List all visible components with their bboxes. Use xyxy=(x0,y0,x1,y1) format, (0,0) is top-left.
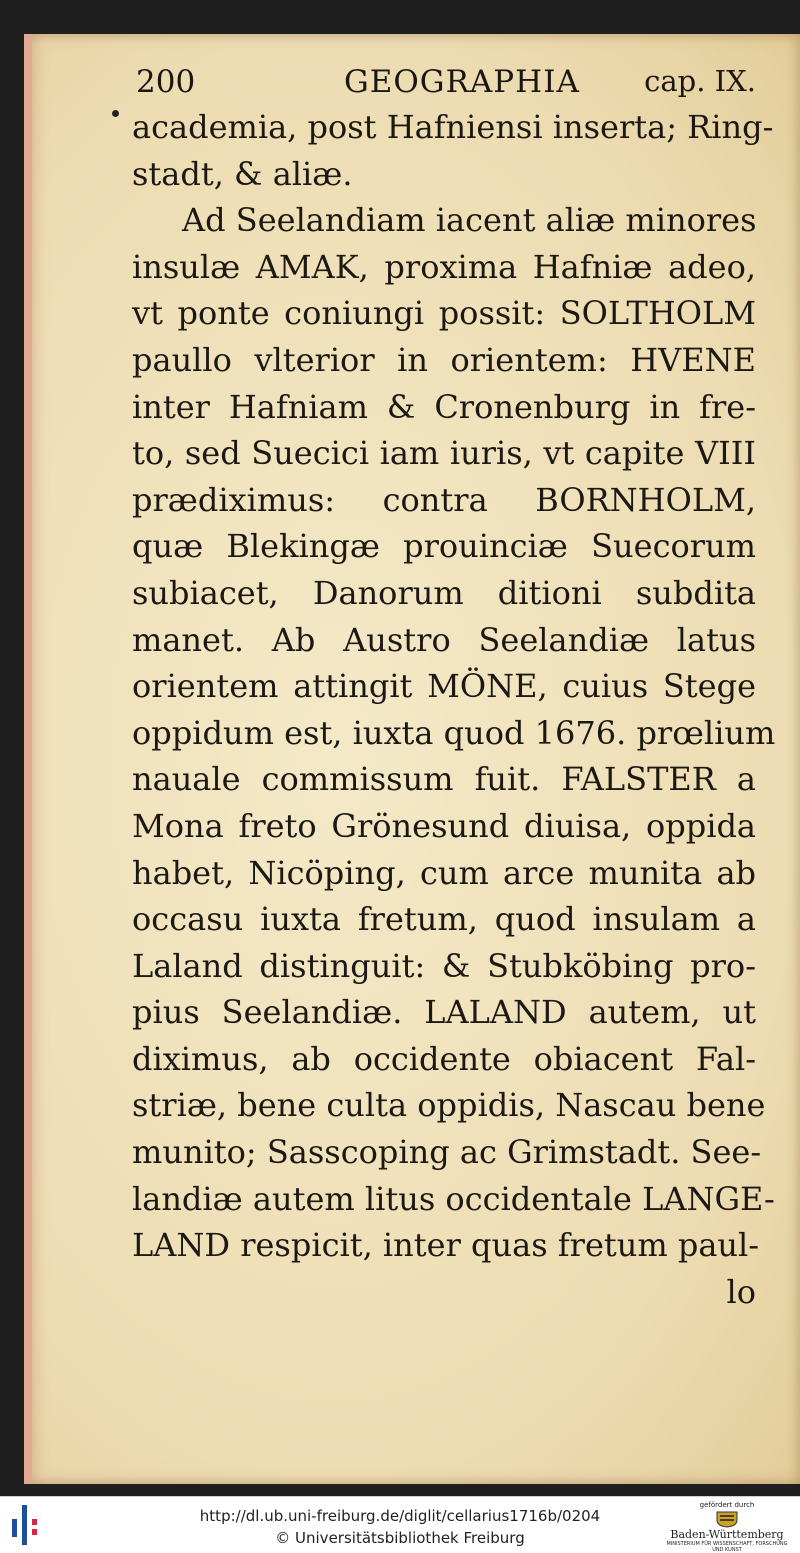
text-line: to, sed Suecici iam iuris, vt capite VIII xyxy=(132,434,756,473)
text-line: Laland distinguit: & Stubköbing pro- xyxy=(132,946,756,985)
text-line: diximus, ab occidente obiacent Fal- xyxy=(132,1039,756,1078)
running-title: GEOGRAPHIA xyxy=(344,64,580,100)
text-line: striæ, bene culta oppidis, Nascau bene xyxy=(132,1086,766,1125)
chapter-label: cap. IX. xyxy=(644,64,756,98)
text-line: LAND respicit, inter quas fretum paul- xyxy=(132,1226,760,1265)
text-line: orientem attingit MÖNE, cuius Stege xyxy=(132,667,756,706)
text-line: occasu iuxta fretum, quod insulam a xyxy=(132,900,756,939)
sponsor-ministry: MINISTERIUM FÜR WISSENSCHAFT, FORSCHUNG UND KUNST xyxy=(666,1541,788,1553)
text-line: pius Seelandiæ. LALAND autem, ut xyxy=(132,993,756,1032)
text-line: Mona freto Grönesund diuisa, oppida xyxy=(132,806,756,845)
state-seal-icon xyxy=(712,1510,742,1528)
page-edge xyxy=(24,34,32,1484)
text-line: insulæ AMAK, proxima Hafniæ adeo, xyxy=(132,247,756,286)
sponsor-badge xyxy=(662,1501,792,1553)
sponsor-name: Baden-Württemberg xyxy=(670,1528,784,1541)
sponsor-note: gefördert durch xyxy=(699,1501,755,1509)
text-line: stadt, & aliæ. xyxy=(132,154,353,193)
text-line: landiæ autem litus occidentale LANGE- xyxy=(132,1179,775,1218)
viewer-footer xyxy=(0,1496,800,1553)
catchword: lo xyxy=(726,1272,756,1311)
text-line: academia, post Hafniensi inserta; Ring- xyxy=(132,108,774,146)
page-number: 200 xyxy=(136,64,196,100)
text-line: oppidum est, iuxta quod 1676. prœlium xyxy=(132,713,776,752)
text-line: paullo vlterior in orientem: HVENE xyxy=(132,340,756,379)
text-line: prædiximus: contra BORNHOLM, xyxy=(132,480,756,519)
text-line: subiacet, Danorum ditioni subdita xyxy=(132,573,756,612)
text-line: inter Hafniam & Cronenburg in fre- xyxy=(132,387,756,426)
text-line: nauale commissum fuit. FALSTER a xyxy=(132,760,756,799)
text-line: munito; Sasscoping ac Grimstadt. See- xyxy=(132,1133,762,1172)
text-line: vt ponte coniungi possit: SOLTHOLM xyxy=(132,294,756,333)
copyright-notice: © Universitätsbibliothek Freiburg xyxy=(275,1529,525,1547)
running-header xyxy=(136,64,756,104)
margin-mark xyxy=(112,110,119,117)
text-line: habet, Nicöping, cum arce munita ab xyxy=(132,853,756,892)
permalink[interactable]: http://dl.ub.uni-freiburg.de/diglit/cellarius1716b/0204 xyxy=(199,1507,601,1525)
text-line: Ad Seelandiam iacent aliæ minores xyxy=(182,201,757,240)
text-line: manet. Ab Austro Seelandiæ latus xyxy=(132,620,756,659)
body-text xyxy=(132,104,776,1315)
text-line: quæ Blekingæ prouinciæ Suecorum xyxy=(132,527,756,566)
